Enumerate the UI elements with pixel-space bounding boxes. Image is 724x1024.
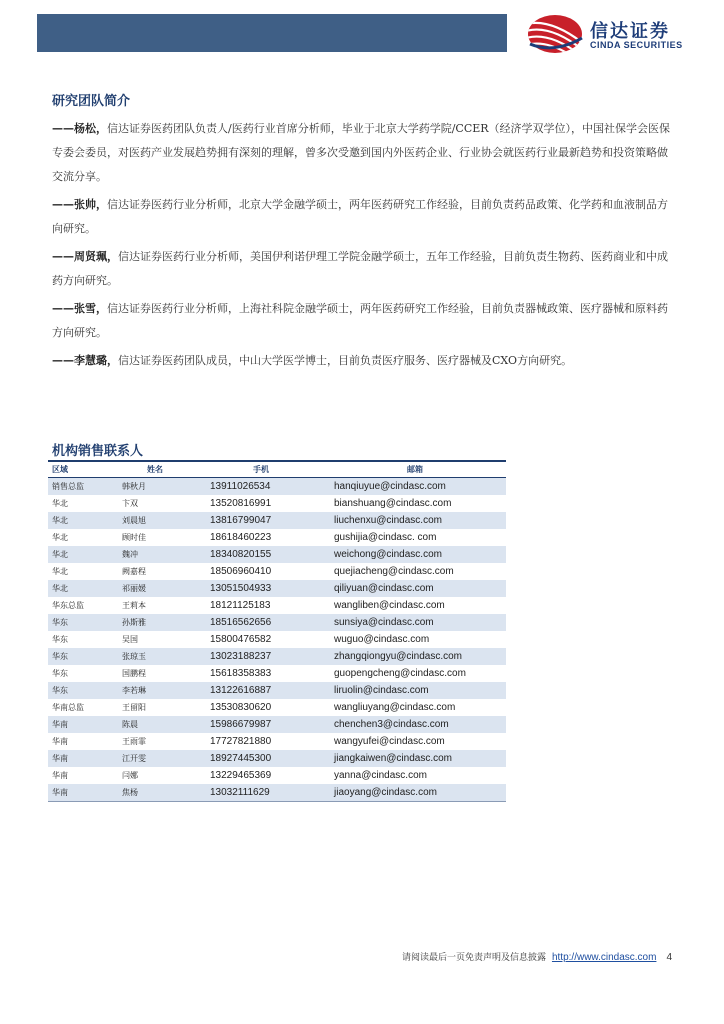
cell-name: 闫娜 — [122, 771, 138, 780]
table-row — [48, 699, 506, 716]
bio-text: 信达证券医药团队成员，中山大学医学博士，目前负责医疗服务、医疗器械及CXO方向研究。 — [118, 354, 573, 367]
disclaimer-text: 请阅读最后一页免责声明及信息披露 — [401, 953, 546, 963]
bio-text: 信达证券医药行业分析师，美国伊利诺伊理工学院金融学硕士，五年工作经验，目前负责生物药、医药商业和中成药方向研究。 — [52, 250, 668, 287]
page-footer — [402, 950, 672, 963]
cell-phone: 18927445300 — [198, 750, 324, 767]
cell-name: 王留阳 — [122, 703, 146, 712]
cell-region: 华东 — [48, 648, 112, 665]
cell-email: liruolin@cindasc.com — [324, 682, 506, 699]
bio-entry — [52, 349, 672, 373]
table-row — [48, 478, 506, 496]
cell-phone: 15986679987 — [198, 716, 324, 733]
cell-email: yanna@cindasc.com — [334, 770, 427, 781]
bio-name: ——张雪， — [52, 302, 107, 315]
cell-email: jiaoyang@cindasc.com — [324, 784, 506, 802]
cell-name: 江开雯 — [112, 750, 198, 767]
cell-email: quejiacheng@cindasc.com — [334, 566, 454, 577]
table-row — [48, 682, 506, 699]
bio-entry — [52, 193, 672, 241]
cell-name: 刘晨旭 — [112, 512, 198, 529]
cell-email: chenchen3@cindasc.com — [324, 716, 506, 733]
cell-name: 魏冲 — [112, 546, 198, 563]
cell-phone: 13023188237 — [198, 648, 324, 665]
cell-region: 华南 — [52, 737, 68, 746]
cell-region: 华东 — [48, 614, 112, 631]
cell-name: 卞双 — [122, 499, 138, 508]
cell-region: 华东 — [52, 635, 68, 644]
cell-region: 销售总监 — [48, 478, 112, 496]
cell-phone: 18618460223 — [210, 532, 272, 543]
cell-email: guopengcheng@cindasc.com — [334, 668, 466, 679]
table-row — [48, 546, 506, 563]
table-row — [48, 495, 506, 512]
cell-region: 华南 — [52, 771, 68, 780]
table-row — [48, 750, 506, 767]
cell-phone: 13911026534 — [198, 478, 324, 496]
table-row — [48, 512, 506, 529]
bio-entry — [52, 297, 672, 345]
cell-email: wangliuyang@cindasc.com — [334, 702, 456, 713]
cell-region: 华东 — [48, 682, 112, 699]
cell-phone: 15800476582 — [210, 634, 272, 645]
cell-email: weichong@cindasc.com — [324, 546, 506, 563]
cell-phone: 13816799047 — [198, 512, 324, 529]
cell-email: qiliyuan@cindasc.com — [324, 580, 506, 597]
cell-email: bianshuang@cindasc.com — [334, 498, 452, 509]
cell-email: gushijia@cindasc. com — [334, 532, 437, 543]
cell-region: 华北 — [52, 567, 68, 576]
table-row — [48, 529, 506, 546]
cell-phone: 15618358383 — [210, 668, 272, 679]
bio-text: 信达证券医药行业分析师，北京大学金融学硕士，两年医药研究工作经验，目前负责药品政策、化学药和血液制品方向研究。 — [52, 198, 668, 235]
cell-region: 华东总监 — [52, 601, 84, 610]
bio-name: ——张帅， — [52, 198, 107, 211]
bio-name: ——李慧璐， — [52, 354, 118, 367]
table-row — [48, 597, 506, 614]
bio-name: ——周贤珮， — [52, 250, 118, 263]
brand-name-en: CINDA SECURITIES — [590, 40, 683, 50]
bio-text: 信达证券医药团队负责人/医药行业首席分析师，毕业于北京大学药学院/CCER（经济学双学位），中国社保学会医保专委会委员，对医药产业发展趋势拥有深刻的理解，曾多次受邀到国内外医药企业、行业协会就医药行业最新趋势和投资策略做交流分享。 — [52, 122, 671, 183]
cell-region: 华北 — [52, 499, 68, 508]
brand-name-cn: 信达证券 — [590, 21, 670, 42]
cell-phone: 13122616887 — [198, 682, 324, 699]
table-row — [48, 784, 506, 802]
cell-phone: 13229465369 — [210, 770, 272, 781]
cell-name: 孙斯雅 — [112, 614, 198, 631]
cell-email: liuchenxu@cindasc.com — [324, 512, 506, 529]
cell-email: hanqiuyue@cindasc.com — [324, 478, 506, 496]
cell-name: 陈晨 — [112, 716, 198, 733]
sales-contacts-table — [48, 460, 506, 802]
cell-phone: 17727821880 — [210, 736, 272, 747]
cinda-logo-icon — [526, 14, 584, 54]
table-header-row — [48, 461, 506, 478]
cell-phone: 18506960410 — [210, 566, 272, 577]
cell-region: 华北 — [48, 512, 112, 529]
cell-region: 华北 — [48, 546, 112, 563]
brand-logo — [526, 14, 706, 54]
bio-name: ——杨松， — [52, 122, 107, 135]
cell-email: jiangkaiwen@cindasc.com — [324, 750, 506, 767]
cell-region: 华南总监 — [52, 703, 84, 712]
cell-phone: 18121125183 — [210, 600, 271, 611]
cell-phone: 13051504933 — [198, 580, 324, 597]
cell-region: 华南 — [48, 716, 112, 733]
cell-name: 王雨霏 — [122, 737, 146, 746]
bio-entry — [52, 245, 672, 293]
table-row — [48, 563, 506, 580]
cell-name: 王莉本 — [122, 601, 146, 610]
cell-email: sunsiya@cindasc.com — [324, 614, 506, 631]
cell-name: 阙嘉程 — [122, 567, 146, 576]
cell-name: 焦杨 — [112, 784, 198, 802]
cell-name: 张琼玉 — [112, 648, 198, 665]
research-bio-list — [52, 117, 672, 377]
cell-name: 祁丽媛 — [112, 580, 198, 597]
header-email: 邮箱 — [324, 461, 506, 478]
research-team-title: 研究团队简介 — [52, 94, 131, 109]
cell-phone: 18340820155 — [198, 546, 324, 563]
cell-region: 华南 — [48, 784, 112, 802]
cell-region: 华南 — [48, 750, 112, 767]
table-row — [48, 631, 506, 648]
cell-name: 李若琳 — [112, 682, 198, 699]
table-row — [48, 665, 506, 682]
cell-name: 国鹏程 — [122, 669, 146, 678]
website-link[interactable]: http://www.cindasc.com — [551, 952, 657, 963]
header-region: 区域 — [48, 461, 112, 478]
cell-email: wangyufei@cindasc.com — [334, 736, 445, 747]
header-bar — [37, 14, 507, 52]
bio-entry — [52, 117, 672, 189]
cell-name: 吴国 — [122, 635, 138, 644]
cell-region: 华北 — [52, 533, 68, 542]
sales-contacts-title: 机构销售联系人 — [52, 444, 144, 459]
cell-email: wuguo@cindasc.com — [334, 634, 430, 645]
table-row — [48, 614, 506, 631]
cell-email: zhangqiongyu@cindasc.com — [324, 648, 506, 665]
table-row — [48, 580, 506, 597]
header-phone: 手机 — [198, 461, 324, 478]
cell-phone: 13530830620 — [210, 702, 272, 713]
cell-phone: 13032111629 — [198, 784, 324, 802]
page-number: 4 — [666, 952, 672, 963]
cell-phone: 13520816991 — [210, 498, 272, 509]
table-row — [48, 733, 506, 750]
cell-email: wangliben@cindasc.com — [334, 600, 445, 611]
table-row — [48, 648, 506, 665]
cell-name: 顾时佳 — [122, 533, 146, 542]
cell-phone: 18516562656 — [198, 614, 324, 631]
cell-region: 华北 — [48, 580, 112, 597]
table-row — [48, 716, 506, 733]
bio-text: 信达证券医药行业分析师，上海社科院金融学硕士，两年医药研究工作经验，目前负责器械政策、医疗器械和原料药方向研究。 — [52, 302, 668, 339]
table-row — [48, 767, 506, 784]
cell-name: 韩秋月 — [112, 478, 198, 496]
header-name: 姓名 — [112, 461, 198, 478]
cell-region: 华东 — [52, 669, 68, 678]
